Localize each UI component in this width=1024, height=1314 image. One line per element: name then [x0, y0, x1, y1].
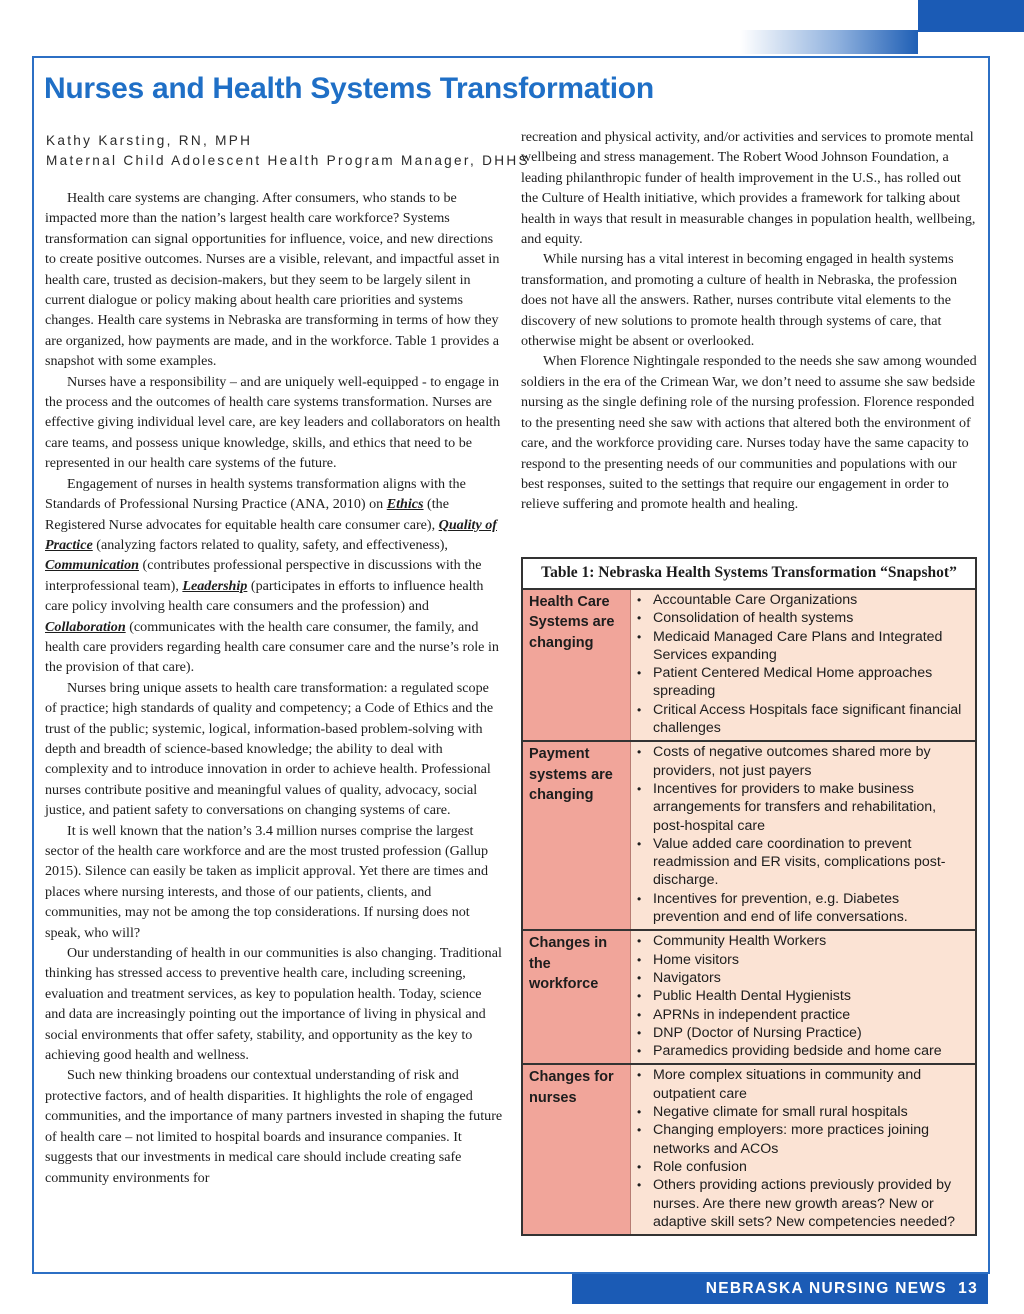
paragraph-standards — [45, 474, 503, 678]
list-item: • Incentives for providers to make business arrangements for transfers and rehabilitation, post-hospital care — [635, 780, 969, 835]
paragraph: Health care systems are changing. After consumers, who stands to be impacted more than the nation’s largest health care workforce? Systems transformation can signal opportunities for influence, voice, and new directions to create positive outcomes. Nurses are a visible, relevant, and impactful asset in health care, trusted as decision-makers, but they seem to be largely silent in current dialogue or policy making about health care priorities and systems changes. Health care systems in Nebraska are transforming in terms of how they are organized, how payments are made, and in the workforce. Table 1 provides a snapshot with some examples. — [45, 190, 500, 370]
table-caption: Table 1: Nebraska Health Systems Transformation “Snapshot” — [523, 559, 975, 590]
text-run: (contributes professional perspective in discussions with the interprofessional team), — [45, 557, 482, 594]
text-run: (communicates with the health care consumer, the family, and health care providers regarding health care consumer care and the nurse’s role in the provision of that care). — [45, 618, 499, 676]
list-item: • Accountable Care Organizations — [635, 591, 969, 609]
table-row — [523, 590, 975, 742]
paragraph: When Florence Nightingale responded to the needs she saw among wounded soldiers in the era of the Crimean War, we don’t need to assume she saw bedside nursing as the single defining role of the nursing profession. Florence responded to the presenting need she saw with actions that altered both the environment of care, and the workforce providing care. Nurses today have the same capacity to respond to the presenting needs of our communities and populations with our best responses, suited to the settings that require our engagement in order to relieve suffering and promote health and healing. — [521, 353, 977, 513]
right-column — [521, 127, 981, 515]
row-items — [631, 742, 975, 929]
text-run: (analyzing factors related to quality, safety, and effectiveness), — [92, 536, 448, 553]
paragraph: Our understanding of health in our communities is also changing. Traditional thinking has stressed access to preventive health care, including screening, evaluation and treatment services, as key to population health. Today, science and data are increasingly pointing out the importance of living in physical and social environments that offer safety, stability, and opportunity as the key to achieving good health and wellness. — [45, 945, 502, 1064]
author-byline — [46, 131, 530, 171]
paragraph: Such new thinking broadens our contextual understanding of risk and protective factors, and of health disparities. It highlights the role of engaged communities, and the importance of many partners invested in shaping the future of health care – not limited to hospital boards and insurance companies. It suggests that our investments in medical care should include creating safe community environments for — [45, 1067, 503, 1186]
text-run: Engagement of nurses in health systems transformation aligns with the Standards of Professional Nursing Practice (ANA, 2010) on — [45, 475, 466, 513]
list-item: • Changing employers: more practices joining networks and ACOs — [635, 1121, 969, 1158]
term-collaboration: Collaboration — [45, 618, 126, 635]
list-item: • More complex situations in community and outpatient care — [635, 1066, 969, 1103]
list-item: • Costs of negative outcomes shared more by providers, not just payers — [635, 743, 969, 780]
text-run: (participates in efforts to influence health care policy involving health care consumers and the profession) and — [45, 577, 484, 615]
header-color-block — [918, 0, 1024, 32]
paragraph: Nurses have a responsibility – and are uniquely well-equipped - to engage in the process and the outcomes of health care systems transformation. Nurses are effective giving individual level care, are key leaders and collaborators on health care teams, and possess unique knowledge, skills, and ethics that need to be represented in our health care systems of the future. — [45, 373, 501, 472]
snapshot-table — [521, 557, 977, 1236]
term-leadership: Leadership — [182, 577, 248, 594]
row-items — [631, 1065, 975, 1234]
paragraph: It is well known that the nation’s 3.4 million nurses comprise the largest sector of the health care workforce and are the most trusted profession (Gallup 2015). Silence can easily be taken as implicit approval. Yet there are times and places where nursing interests, and those of our patients, clients, and communities, may not be among the top considerations. If nursing does not speak, who will? — [45, 822, 489, 941]
table-row — [523, 742, 975, 931]
list-item: • Role confusion — [635, 1158, 969, 1176]
article-title: Nurses and Health Systems Transformation — [44, 72, 654, 105]
row-heading: Changes in the workforce — [523, 931, 631, 1063]
author-role: Maternal Child Adolescent Health Program Manager, DHHS — [46, 153, 530, 168]
row-items — [631, 931, 975, 1063]
list-item: • Consolidation of health systems — [635, 609, 969, 627]
term-communication: Communication — [45, 557, 139, 574]
publication-name: NEBRASKA NURSING NEWS — [705, 1280, 947, 1297]
left-column — [45, 188, 503, 1188]
list-item: • APRNs in independent practice — [635, 1006, 969, 1024]
footer-label — [706, 1280, 978, 1298]
list-item: • Value added care coordination to prevent readmission and ER visits, complications post-discharge. — [635, 835, 969, 890]
paragraph: While nursing has a vital interest in becoming engaged in health systems transformation, and promoting a culture of health in Nebraska, the profession does not have all the answers. Rather, nurses contribute vital elements to the discovery of new solutions to promote health through systems of care, that otherwise might be absent or overlooked. — [521, 251, 957, 350]
list-item: • Others providing actions previously provided by nurses. Are there new growth areas? New or adaptive skill sets? New competencies needed? — [635, 1176, 969, 1231]
list-item: • Medicaid Managed Care Plans and Integrated Services expanding — [635, 628, 969, 665]
row-heading: Payment systems are changing — [523, 742, 631, 929]
list-item: • Navigators — [635, 969, 969, 987]
list-item: • Patient Centered Medical Home approaches spreading — [635, 664, 969, 701]
list-item: • Community Health Workers — [635, 932, 969, 950]
author-name: Kathy Karsting, RN, MPH — [46, 133, 253, 148]
list-item: • DNP (Doctor of Nursing Practice) — [635, 1024, 969, 1042]
row-heading: Changes for nurses — [523, 1065, 631, 1234]
list-item: • Negative climate for small rural hospitals — [635, 1103, 969, 1121]
list-item: • Critical Access Hospitals face significant financial challenges — [635, 701, 969, 738]
table-row — [523, 931, 975, 1065]
page-number: 13 — [958, 1280, 978, 1297]
term-quality: Quality of Practice — [45, 516, 497, 553]
row-heading: Health Care Systems are changing — [523, 590, 631, 740]
text-run: (the Registered Nurse advocates for equitable health care consumer care), — [45, 496, 449, 533]
table-row — [523, 1065, 975, 1234]
paragraph: Nurses bring unique assets to health care transformation: a regulated scope of practice; high standards of quality and competency; a Code of Ethics and the trust of the public; systemic, logical, information-based problem-solving with depth and breadth of science-based knowledge; the ability to deal with complexity and to introduce innovation in order to achieve health. Professional nurses contribute positive and meaningful values of quality, advocacy, social justice, and patient safety to conversations on changing systems of care. — [45, 679, 494, 819]
row-items — [631, 590, 975, 740]
list-item: • Incentives for prevention, e.g. Diabetes prevention and end of life conversations. — [635, 890, 969, 927]
term-ethics: Ethics — [386, 496, 424, 513]
list-item: • Public Health Dental Hygienists — [635, 987, 969, 1005]
list-item: • Paramedics providing bedside and home care — [635, 1042, 969, 1060]
header-gradient-strip — [740, 30, 918, 54]
list-item: • Home visitors — [635, 951, 969, 969]
paragraph: recreation and physical activity, and/or activities and services to promote mental wellbeing and stress management. The Robert Wood Johnson Foundation, a leading philanthropic funder of health improvement in the U.S., has rolled out the Culture of Health initiative, which provides a framework for talking about health in ways that result in measurable changes in population health, wellbeing, and equity. — [521, 129, 976, 248]
